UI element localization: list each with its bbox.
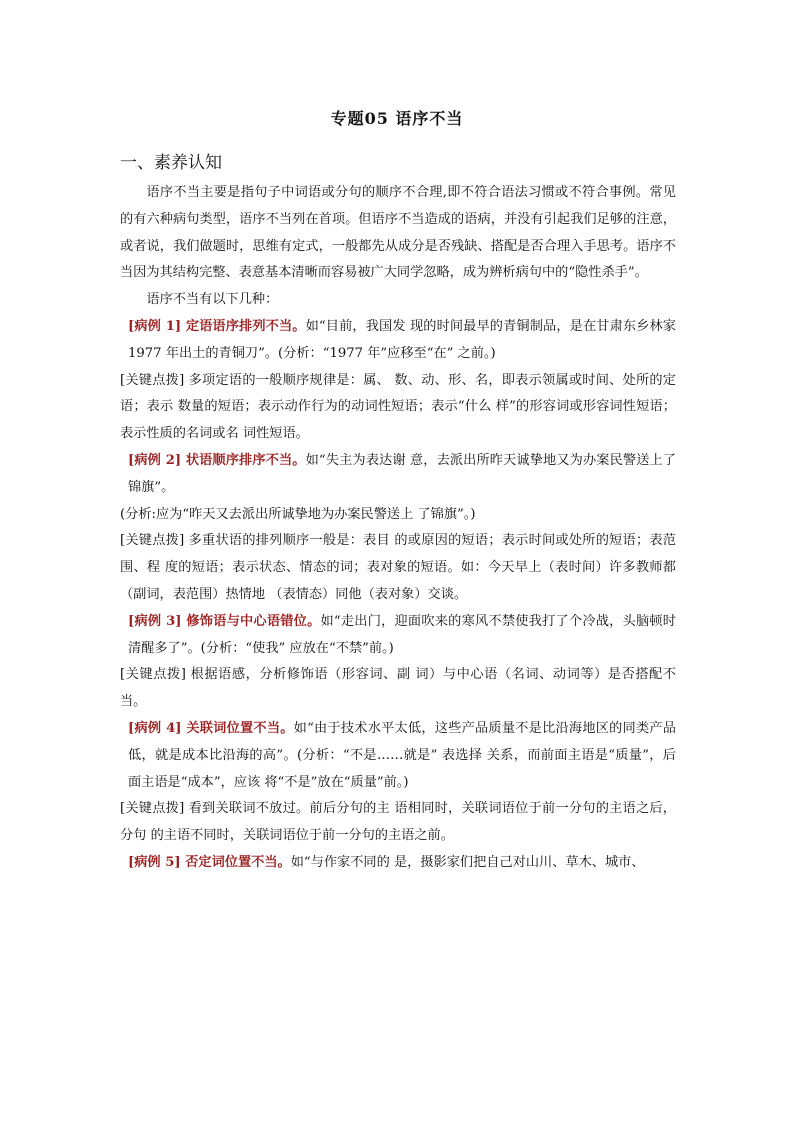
case-5-label: [病例 5] 否定词位置不当。 xyxy=(128,854,291,870)
case-5-paragraph xyxy=(120,850,676,877)
case-2-paragraph xyxy=(120,448,676,502)
case-1-text: 如“目前，我国发 现的时间最早的青铜制品，是在甘肃东乡林家 1977 年出土的青铜刀”。(分析：“1977 年”应移至“在” 之前。) xyxy=(128,318,676,361)
case-4-text: 如“由于技术水平太低，这些产品质量不是比沿海地区的同类产品低，就是成本比沿海的高”。(分析：“不是……就是” 表选择 关系，而前面主语是“质量”，后面主语是“成本”，应该 将“不是”放在“质量”前。) xyxy=(128,720,676,790)
page-title: 专题05 语序不当 xyxy=(330,109,464,128)
case-1-label: [病例 1] 定语语序排列不当。 xyxy=(128,318,306,334)
case-1-paragraph xyxy=(120,314,676,368)
case-5-text: 如“与作家不同的 是，摄影家们把自己对山川、草木、城市、 xyxy=(290,854,645,870)
case-4-tip: [关键点拨] 看到关联词不放过。前后分句的主 语相同时，关联词语位于前一分句的主语之后，分句 的主语不同时，关联词语位于前一分句的主语之前。 xyxy=(120,801,676,844)
case-2-text: 如“失主为表达谢 意，去派出所昨天诚挚地又为办案民警送上了锦旗”。 xyxy=(128,452,676,495)
case-4-paragraph xyxy=(120,716,676,796)
case-2-analysis: (分析:应为“昨天又去派出所诚挚地为办案民警送上 了锦旗”。) xyxy=(120,506,476,522)
document-body xyxy=(120,180,676,877)
case-4-label: [病例 4] 关联词位置不当。 xyxy=(128,720,294,736)
list-intro: 语序不当有以下几种： xyxy=(146,292,279,308)
intro-paragraph: 语序不当主要是指句子中词语或分句的顺序不合理,即不符合语法习惯或不符合事例。常见的有六种病句类型，语序不当列在首项。但语序不当造成的语病，并没有引起我们足够的注意，或者说，我们做题时，思维有定式，一般都先从成分是否残缺、搭配是否合理入手思考。语序不当因为其结构完整、表意基本清晰而容易被广大同学忽略，成为辨析病句中的“隐性杀手”。 xyxy=(120,185,676,281)
case-2-tip: [关键点拨] 多重状语的排列顺序一般是：表目 的或原因的短语；表示时间或处所的短语；表范围、程 度的短语；表示状态、情态的词；表对象的短语。如：今天早上（表时间）许多教师都（副词，表范围）热情地 （表情态）同他（表对象）交谈。 xyxy=(120,533,676,602)
case-3-label: [病例 3] 修饰语与中心语错位。 xyxy=(128,613,321,629)
case-3-text: 如“走出门，迎面吹来的寒风不禁使我打了个冷战，头脑顿时清醒多了”。(分析：“使我” 应放在“不禁”前。) xyxy=(128,613,676,656)
case-2-label: [病例 2] 状语顺序排序不当。 xyxy=(128,452,306,468)
case-3-paragraph xyxy=(120,609,676,663)
case-3-tip: [关键点拨] 根据语感，分析修饰语（形容词、副 词）与中心语（名词、动词等）是否搭配不当。 xyxy=(120,667,676,710)
case-1-tip: [关键点拨] 多项定语的一般顺序规律是：属、 数、动、形、名，即表示领属或时间、处所的定语；表示 数量的短语；表示动作行为的动词性短语；表示“什么 样”的形容词或形容词性短语；表示性质的名词或名 词性短语。 xyxy=(120,372,676,442)
section-heading: 一、素养认知 xyxy=(120,153,222,173)
